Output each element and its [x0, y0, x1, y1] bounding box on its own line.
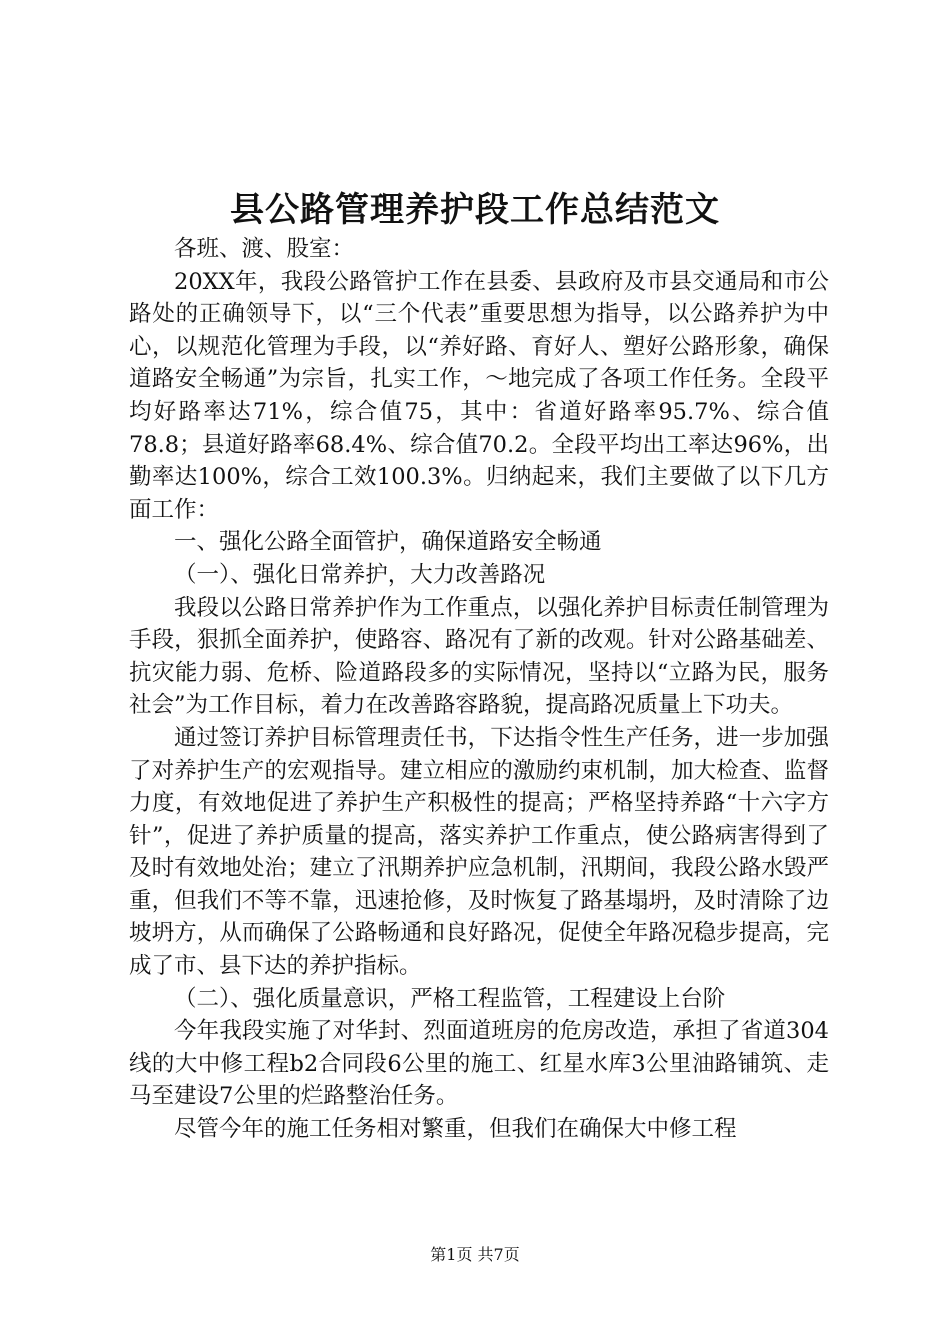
salutation: 各班、渡、股室： — [174, 236, 355, 262]
paragraph-projects: 今年我段实施了对华封、烈面道班房的危房改造，承担了省道304线的大中修工程b2合同段6公里的施工、红星水库3公里油路铺筑、走马至建设7公里的烂路整治任务。 — [129, 1018, 829, 1110]
document-title: 县公路管理养护段工作总结范文 — [230, 190, 720, 230]
document-body — [129, 233, 829, 1146]
paragraph-intro: 20XX年，我段公路管护工作在县委、县政府及市县交通局和市公路处的正确领导下，以“三个代表”重要思想为指导，以公路养护为中心，以规范化管理为手段，以“养好路、育好人、塑好公路形象，确保道路安全畅通”为宗旨，扎实工作，～地完成了各项工作任务。全段平均好路率达71%，综合值75，其中：省道好路率95.7%、综合值78.8；县道好路率68.4%、综合值70.2。全段平均出工率达96%，出勤率达100%，综合工效100.3%。归纳起来，我们主要做了以下几方面工作： — [129, 268, 829, 523]
section-heading-1: 一、强化公路全面管护，确保道路安全畅通 — [174, 529, 602, 556]
paragraph-construction: 尽管今年的施工任务相对繁重，但我们在确保大中修工程 — [174, 1116, 737, 1143]
paragraph-responsibility: 通过签订养护目标管理责任书，下达指令性生产任务，进一步加强了对养护生产的宏观指导。建立相应的激励约束机制，加大检查、监督力度，有效地促进了养护生产积极性的提高；严格坚持养路“十六字方针”，促进了养护质量的提高，落实养护工作重点，使公路病害得到了及时有效地处治；建立了汛期养护应急机制，汛期间，我段公路水毁严重，但我们不等不靠，迅速抢修，及时恢复了路基塌坍，及时清除了边坡坍方，从而确保了公路畅通和良好路况，促使全年路况稳步提高，完成了市、县下达的养护指标。 — [129, 724, 829, 980]
subsection-heading-2: （二）、强化质量意识，严格工程监管，工程建设上台阶 — [174, 985, 726, 1012]
paragraph-daily-maintenance: 我段以公路日常养护作为工作重点，以强化养护目标责任制管理为手段，狠抓全面养护，使路容、路况有了新的改观。针对公路基础差、抗灾能力弱、危桥、险道路段多的实际情况，坚持以“立路为民，服务社会”为工作目标，着力在改善路容路貌，提高路况质量上下功夫。 — [129, 594, 829, 719]
page-footer: 第1页 共7页 — [430, 1245, 520, 1264]
subsection-heading-1: （一）、强化日常养护，大力改善路况 — [174, 561, 546, 588]
